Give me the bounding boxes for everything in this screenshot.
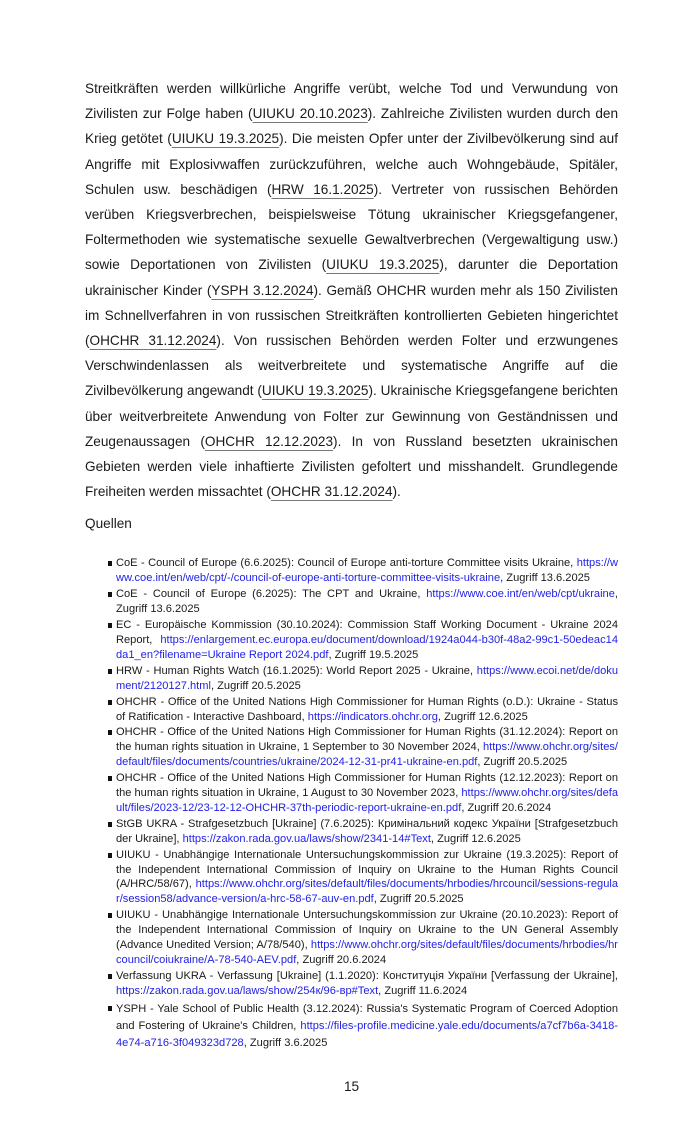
source-item bbox=[110, 771, 618, 816]
source-text: OHCHR - Office of the United Nations High Commissioner for Human Rights (o.D.): Ukraine - Status of Ratification - Interactive Dashboard, bbox=[116, 695, 618, 723]
source-text: OHCHR - Office of the United Nations High Commissioner for Human Rights (31.12.2024): Report on the human rights situation in Ukraine, 1 September to 30 November 2024, bbox=[116, 726, 618, 754]
sources-list bbox=[110, 556, 618, 1051]
source-access-date: , Zugriff 3.6.2025 bbox=[243, 1036, 328, 1049]
citation-link[interactable]: UIUKU 20.10.2023 bbox=[252, 106, 368, 122]
source-url-link[interactable]: https://www.ohchr.org/sites/default/files/2023-12/23-12-12-OHCHR-37th-periodic-report-ukraine-en.pdf bbox=[116, 787, 618, 814]
body-paragraph bbox=[85, 76, 618, 504]
citation-link[interactable]: UIUKU 19.3.2025 bbox=[261, 383, 369, 399]
source-text: UIUKU - Unabhängige Internationale Untersuchungskommission zur Ukraine (19.3.2025): Report of the Independent International Commission of Inquiry on Ukraine to the Human Rights Council (A/HRC/58/67), bbox=[116, 848, 618, 891]
source-item bbox=[110, 556, 618, 586]
page-number: 15 bbox=[343, 1078, 360, 1094]
paragraph-text: ). Zahlreiche Zivilisten wurden durch den Krieg getötet ( bbox=[85, 106, 619, 147]
source-text: OHCHR - Office of the United Nations High Commissioner for Human Rights (12.12.2023): Report on the human rights situation in Ukraine, 1 August to 30 November 2023, bbox=[116, 772, 618, 800]
source-text: Verfassung UKRA - Verfassung [Ukraine] (1.1.2020): Конституція України [Verfassung der Ukraine], bbox=[116, 969, 618, 982]
source-item bbox=[110, 725, 618, 770]
paragraph-text: ). Gemäß OHCHR wurden mehr als 150 Zivilisten im Schnellverfahren in von russischen Streitkräften kontrollierten Gebieten hingerichtet ( bbox=[85, 282, 618, 349]
source-url-link[interactable]: https://www.ohchr.org/sites/default/files/documents/hrbodies/hrcouncil/coiukraine/A-78-540-AEV.pdf bbox=[116, 939, 618, 967]
source-item bbox=[110, 969, 618, 999]
source-item bbox=[110, 587, 618, 617]
paragraph-text: ), darunter die Deportation ukrainischer Kinder ( bbox=[85, 257, 618, 298]
source-url-link[interactable]: https://www.coe.int/en/web/cpt/-/council-of-europe-anti-torture-committee-visits-ukraine bbox=[116, 557, 618, 585]
paragraph-text: ). Ukrainische Kriegsgefangene berichten über weitverbreitete Anwendung von Folter zur Gewinnung von Geständnissen und Zeugenaussagen ( bbox=[85, 383, 618, 449]
source-url-link[interactable]: https://www.ecoi.net/de/dokument/2120127.html bbox=[116, 664, 618, 692]
citation-link[interactable]: OHCHR 31.12.2024 bbox=[270, 484, 393, 500]
source-url-link[interactable]: https://files-profile.medicine.yale.edu/documents/a7cf7b6a-3418-4e74-a716-3f049323d728 bbox=[116, 1019, 618, 1049]
paragraph-text: Streitkräften werden willkürliche Angriffe verübt, welche Tod und Verwundung von Zivilisten zur Folge haben ( bbox=[85, 81, 618, 122]
paragraph-text: ). Von russischen Behörden werden Folter und erzwungenes Verschwindenlassen als weitverbreitete und systematische Angriffe auf die Zivilbevölkerung angewandt ( bbox=[85, 333, 619, 399]
source-url-link[interactable]: https://enlargement.ec.europa.eu/document/download/1924a044-b30f-48a2-99c1-50edeac14da1_en?filename=Ukraine Report 2024.pdf bbox=[116, 633, 618, 661]
source-access-date: , Zugriff 20.5.2025 bbox=[477, 756, 568, 769]
source-text: CoE - Council of Europe (6.2025): The CPT and Ukraine, bbox=[116, 588, 427, 601]
source-access-date: , Zugriff 20.5.2025 bbox=[210, 679, 301, 692]
source-text: UIUKU - Unabhängige Internationale Untersuchungskommission zur Ukraine (20.10.2023): Report of the Independent International Commission of Inquiry on Ukraine to the UN General Assembly (Advance Unedited Version; A/78/540), bbox=[116, 909, 618, 952]
citation-link[interactable]: HRW 16.1.2025 bbox=[271, 181, 374, 197]
citation-link[interactable]: YSPH 3.12.2024 bbox=[211, 282, 314, 298]
source-access-date: , Zugriff 19.5.2025 bbox=[328, 648, 419, 661]
source-access-date: , Zugriff 20.6.2024 bbox=[296, 954, 387, 967]
source-access-date: , Zugriff 20.5.2025 bbox=[373, 893, 464, 906]
source-access-date: , Zugriff 11.6.2024 bbox=[378, 984, 468, 997]
source-item bbox=[110, 695, 618, 725]
citation-link[interactable]: UIUKU 19.3.2025 bbox=[171, 131, 280, 147]
paragraph-text: ). Die meisten Opfer unter der Zivilbevölkerung sind auf Angriffe mit Explosivwaffen zurückzuführen, welche auch Wohngebäude, Spitäler, Schulen usw. beschädigen ( bbox=[85, 131, 619, 197]
citation-link[interactable]: UIUKU 19.3.2025 bbox=[326, 257, 440, 273]
source-text: HRW - Human Rights Watch (16.1.2025): World Report 2025 - Ukraine, bbox=[116, 664, 477, 677]
citation-link[interactable]: OHCHR 31.12.2024 bbox=[89, 333, 217, 349]
source-url-link[interactable]: https://www.ohchr.org/sites/default/files/documents/countries/ukraine/2024-12-31-pr41-ukraine-en.pdf bbox=[116, 741, 618, 769]
paragraph-text: ). In von Russland besetzten ukrainischen Gebieten werden viele inhaftierte Zivilisten gefoltert und misshandelt. Grundlegende Freiheiten werden missachtet ( bbox=[85, 433, 618, 500]
source-item bbox=[110, 848, 618, 908]
source-url-link[interactable]: https://zakon.rada.gov.ua/laws/show/254к/96-вр#Text bbox=[116, 984, 379, 997]
source-item bbox=[110, 664, 618, 694]
source-text: YSPH - Yale School of Public Health (3.12.2024): Russia's Systematic Program of Coerced Adoption and Fostering of Ukraine's Children, bbox=[116, 1002, 618, 1032]
source-text: EC - Europäische Kommission (30.10.2024): Commission Staff Working Document - Ukraine 2024 Report, bbox=[116, 619, 618, 646]
source-item bbox=[110, 908, 618, 968]
sources-heading: Quellen bbox=[85, 516, 132, 532]
source-access-date: , Zugriff 13.6.2025 bbox=[500, 572, 590, 585]
source-access-date: , Zugriff 12.6.2025 bbox=[437, 710, 528, 723]
source-item bbox=[110, 1001, 618, 1052]
citation-link[interactable]: OHCHR 12.12.2023 bbox=[204, 433, 334, 449]
source-text: CoE - Council of Europe (6.6.2025): Council of Europe anti-torture Committee visits Ukraine, bbox=[116, 557, 577, 570]
source-url-link[interactable]: https://www.ohchr.org/sites/default/files/documents/hrbodies/hrcouncil/sessions-regular/session58/advance-version/a-hrc-58-67-auv-en.pdf bbox=[116, 878, 618, 906]
source-url-link[interactable]: https://zakon.rada.gov.ua/laws/show/2341-14#Text bbox=[182, 832, 431, 845]
source-access-date: , Zugriff 12.6.2025 bbox=[430, 832, 521, 845]
paragraph-text: ). Vertreter von russischen Behörden verüben Kriegsverbrechen, beispielsweise Tötung ukrainischer Kriegsgefangener, Foltermethoden wie systematische sexuelle Gewaltverbrechen (Vergewaltigung usw.) sowie Deportationen von Zivilisten ( bbox=[85, 181, 618, 273]
source-item bbox=[110, 618, 618, 663]
source-access-date: , Zugriff 20.6.2024 bbox=[461, 801, 552, 814]
source-url-link[interactable]: https://indicators.ohchr.org bbox=[307, 710, 438, 723]
source-access-date: , Zugriff 13.6.2025 bbox=[116, 588, 618, 616]
source-item bbox=[110, 817, 618, 847]
paragraph-text: ). bbox=[392, 484, 401, 500]
source-text: StGB UKRA - Strafgesetzbuch [Ukraine] (7.6.2025): Кримінальний кодекс України [Strafgesetzbuch der Ukraine], bbox=[116, 817, 618, 845]
source-url-link[interactable]: https://www.coe.int/en/web/cpt/ukraine bbox=[426, 588, 615, 601]
